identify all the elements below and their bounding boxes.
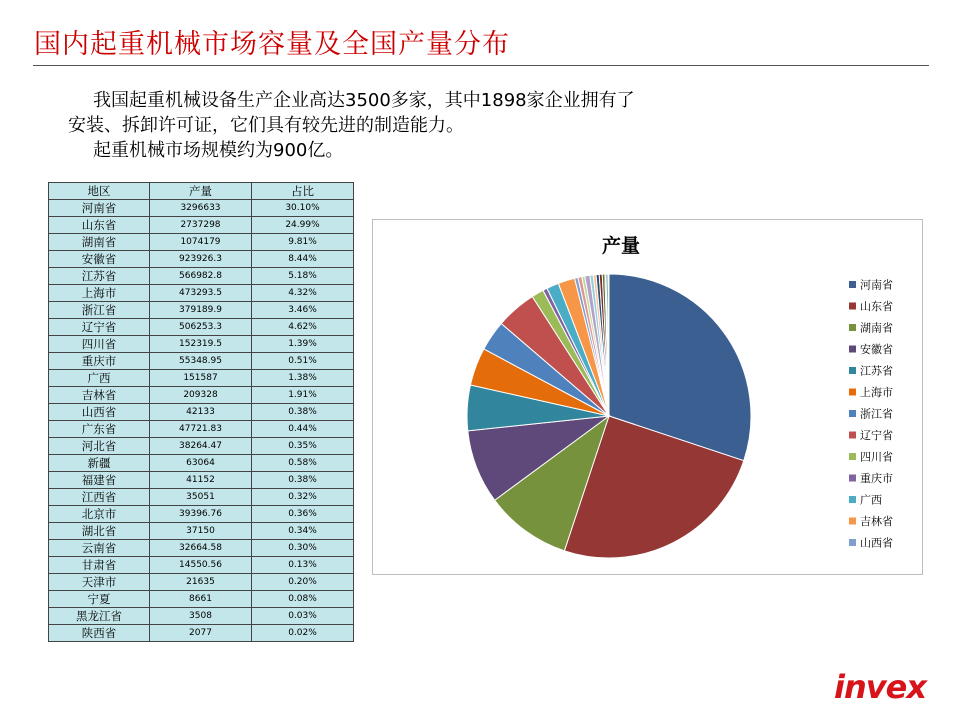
region-cell: 河南省: [49, 200, 150, 217]
para-line-1: 我国起重机械设备生产企业高达3500多家，其中1898家企业拥有了: [93, 90, 635, 111]
table-row: [49, 540, 354, 557]
table-row: [49, 251, 354, 268]
share-cell: 4.62%: [252, 319, 354, 336]
header-output: 产量: [150, 183, 252, 200]
pie-chart-frame: [372, 219, 923, 575]
legend-label: 湖南省: [860, 321, 893, 335]
region-cell: 黑龙江省: [49, 608, 150, 625]
share-cell: 0.08%: [252, 591, 354, 608]
region-cell: 江西省: [49, 489, 150, 506]
share-cell: 4.32%: [252, 285, 354, 302]
output-cell: 14550.56: [150, 557, 252, 574]
table-row: [49, 336, 354, 353]
share-cell: 0.34%: [252, 523, 354, 540]
legend-label: 辽宁省: [860, 429, 893, 442]
legend-swatch: [849, 453, 856, 460]
region-cell: 湖南省: [49, 234, 150, 251]
region-cell: 山西省: [49, 404, 150, 421]
share-cell: 0.02%: [252, 625, 354, 642]
header-region: 地区: [49, 183, 150, 200]
share-cell: 0.03%: [252, 608, 354, 625]
output-cell: 473293.5: [150, 285, 252, 302]
table-row: [49, 438, 354, 455]
legend-swatch: [849, 303, 856, 310]
legend-swatch: [849, 475, 856, 482]
table-row: [49, 319, 354, 336]
table-row: [49, 421, 354, 438]
output-cell: 3296633: [150, 200, 252, 217]
share-cell: 0.32%: [252, 489, 354, 506]
output-cell: 8661: [150, 591, 252, 608]
legend-label: 广西: [860, 493, 882, 507]
table-row: [49, 625, 354, 642]
legend-label: 上海市: [860, 386, 893, 399]
para-line-2: 安装、拆卸许可证，它们具有较先进的制造能力。: [68, 115, 464, 136]
output-cell: 42133: [150, 404, 252, 421]
share-cell: 0.58%: [252, 455, 354, 472]
region-cell: 甘肃省: [49, 557, 150, 574]
legend-label: 河南省: [860, 278, 893, 292]
legend-swatch: [849, 367, 856, 374]
share-cell: 0.44%: [252, 421, 354, 438]
table-row: [49, 591, 354, 608]
share-cell: 0.20%: [252, 574, 354, 591]
legend-label: 吉林省: [860, 515, 893, 528]
region-cell: 陕西省: [49, 625, 150, 642]
share-cell: 0.38%: [252, 404, 354, 421]
table-row: [49, 217, 354, 234]
region-cell: 新疆: [49, 455, 150, 472]
region-cell: 广东省: [49, 421, 150, 438]
share-cell: 1.39%: [252, 336, 354, 353]
table-row: [49, 370, 354, 387]
output-cell: 37150: [150, 523, 252, 540]
table-row: [49, 268, 354, 285]
legend-swatch: [849, 410, 856, 417]
legend-swatch: [849, 432, 856, 439]
legend-label: 四川省: [860, 450, 893, 464]
output-cell: 38264.47: [150, 438, 252, 455]
region-cell: 安徽省: [49, 251, 150, 268]
legend-label: 安徽省: [860, 343, 893, 356]
title-divider: [33, 65, 929, 66]
table-row: [49, 404, 354, 421]
output-cell: 2737298: [150, 217, 252, 234]
share-cell: 0.13%: [252, 557, 354, 574]
legend-swatch: [849, 324, 856, 331]
output-cell: 32664.58: [150, 540, 252, 557]
output-cell: 566982.8: [150, 268, 252, 285]
output-cell: 3508: [150, 608, 252, 625]
region-cell: 辽宁省: [49, 319, 150, 336]
legend-label: 江苏省: [860, 364, 893, 378]
table-row: [49, 557, 354, 574]
output-cell: 35051: [150, 489, 252, 506]
table-row: [49, 285, 354, 302]
share-cell: 0.38%: [252, 472, 354, 489]
output-cell: 21635: [150, 574, 252, 591]
legend-label: 山西省: [860, 536, 893, 550]
region-cell: 重庆市: [49, 353, 150, 370]
share-cell: 0.36%: [252, 506, 354, 523]
table-row: [49, 387, 354, 404]
region-cell: 河北省: [49, 438, 150, 455]
table-row: [49, 302, 354, 319]
share-cell: 8.44%: [252, 251, 354, 268]
output-cell: 506253.3: [150, 319, 252, 336]
table-row: [49, 608, 354, 625]
share-cell: 1.91%: [252, 387, 354, 404]
region-cell: 广西: [49, 370, 150, 387]
output-cell: 47721.83: [150, 421, 252, 438]
legend-swatch: [849, 389, 856, 396]
table-row: [49, 455, 354, 472]
legend-swatch: [849, 518, 856, 525]
legend-swatch: [849, 539, 856, 546]
region-cell: 江苏省: [49, 268, 150, 285]
region-cell: 吉林省: [49, 387, 150, 404]
region-cell: 北京市: [49, 506, 150, 523]
legend-label: 重庆市: [860, 472, 893, 485]
legend-swatch: [849, 346, 856, 353]
pie-chart: [373, 220, 922, 574]
para-line-3: 起重机械市场规模约为900亿。: [93, 140, 344, 161]
intro-paragraph: [68, 88, 828, 163]
output-cell: 1074179: [150, 234, 252, 251]
output-cell: 63064: [150, 455, 252, 472]
region-cell: 四川省: [49, 336, 150, 353]
share-cell: 0.30%: [252, 540, 354, 557]
share-cell: 0.35%: [252, 438, 354, 455]
share-cell: 1.38%: [252, 370, 354, 387]
region-cell: 天津市: [49, 574, 150, 591]
region-cell: 山东省: [49, 217, 150, 234]
table-row: [49, 506, 354, 523]
table-header-row: [49, 183, 354, 200]
output-cell: 2077: [150, 625, 252, 642]
table-row: [49, 472, 354, 489]
share-cell: 9.81%: [252, 234, 354, 251]
share-cell: 24.99%: [252, 217, 354, 234]
share-cell: 0.51%: [252, 353, 354, 370]
share-cell: 5.18%: [252, 268, 354, 285]
region-cell: 浙江省: [49, 302, 150, 319]
output-cell: 209328: [150, 387, 252, 404]
output-cell: 39396.76: [150, 506, 252, 523]
region-cell: 宁夏: [49, 591, 150, 608]
legend-label: 浙江省: [860, 407, 893, 421]
share-cell: 30.10%: [252, 200, 354, 217]
legend-swatch: [849, 496, 856, 503]
table-row: [49, 353, 354, 370]
slide-title: 国内起重机械市场容量及全国产量分布: [34, 29, 510, 60]
output-cell: 923926.3: [150, 251, 252, 268]
region-cell: 福建省: [49, 472, 150, 489]
header-share: 占比: [252, 183, 354, 200]
invex-logo: invex: [834, 668, 926, 706]
table-row: [49, 489, 354, 506]
output-cell: 55348.95: [150, 353, 252, 370]
output-cell: 151587: [150, 370, 252, 387]
share-cell: 3.46%: [252, 302, 354, 319]
output-cell: 379189.9: [150, 302, 252, 319]
table-row: [49, 574, 354, 591]
table-row: [49, 234, 354, 251]
production-table: [48, 182, 354, 642]
region-cell: 湖北省: [49, 523, 150, 540]
legend-label: 山东省: [860, 300, 893, 313]
table-row: [49, 523, 354, 540]
output-cell: 41152: [150, 472, 252, 489]
output-cell: 152319.5: [150, 336, 252, 353]
region-cell: 上海市: [49, 285, 150, 302]
region-cell: 云南省: [49, 540, 150, 557]
legend-swatch: [849, 281, 856, 288]
chart-title: 产量: [601, 235, 641, 257]
table-row: [49, 200, 354, 217]
